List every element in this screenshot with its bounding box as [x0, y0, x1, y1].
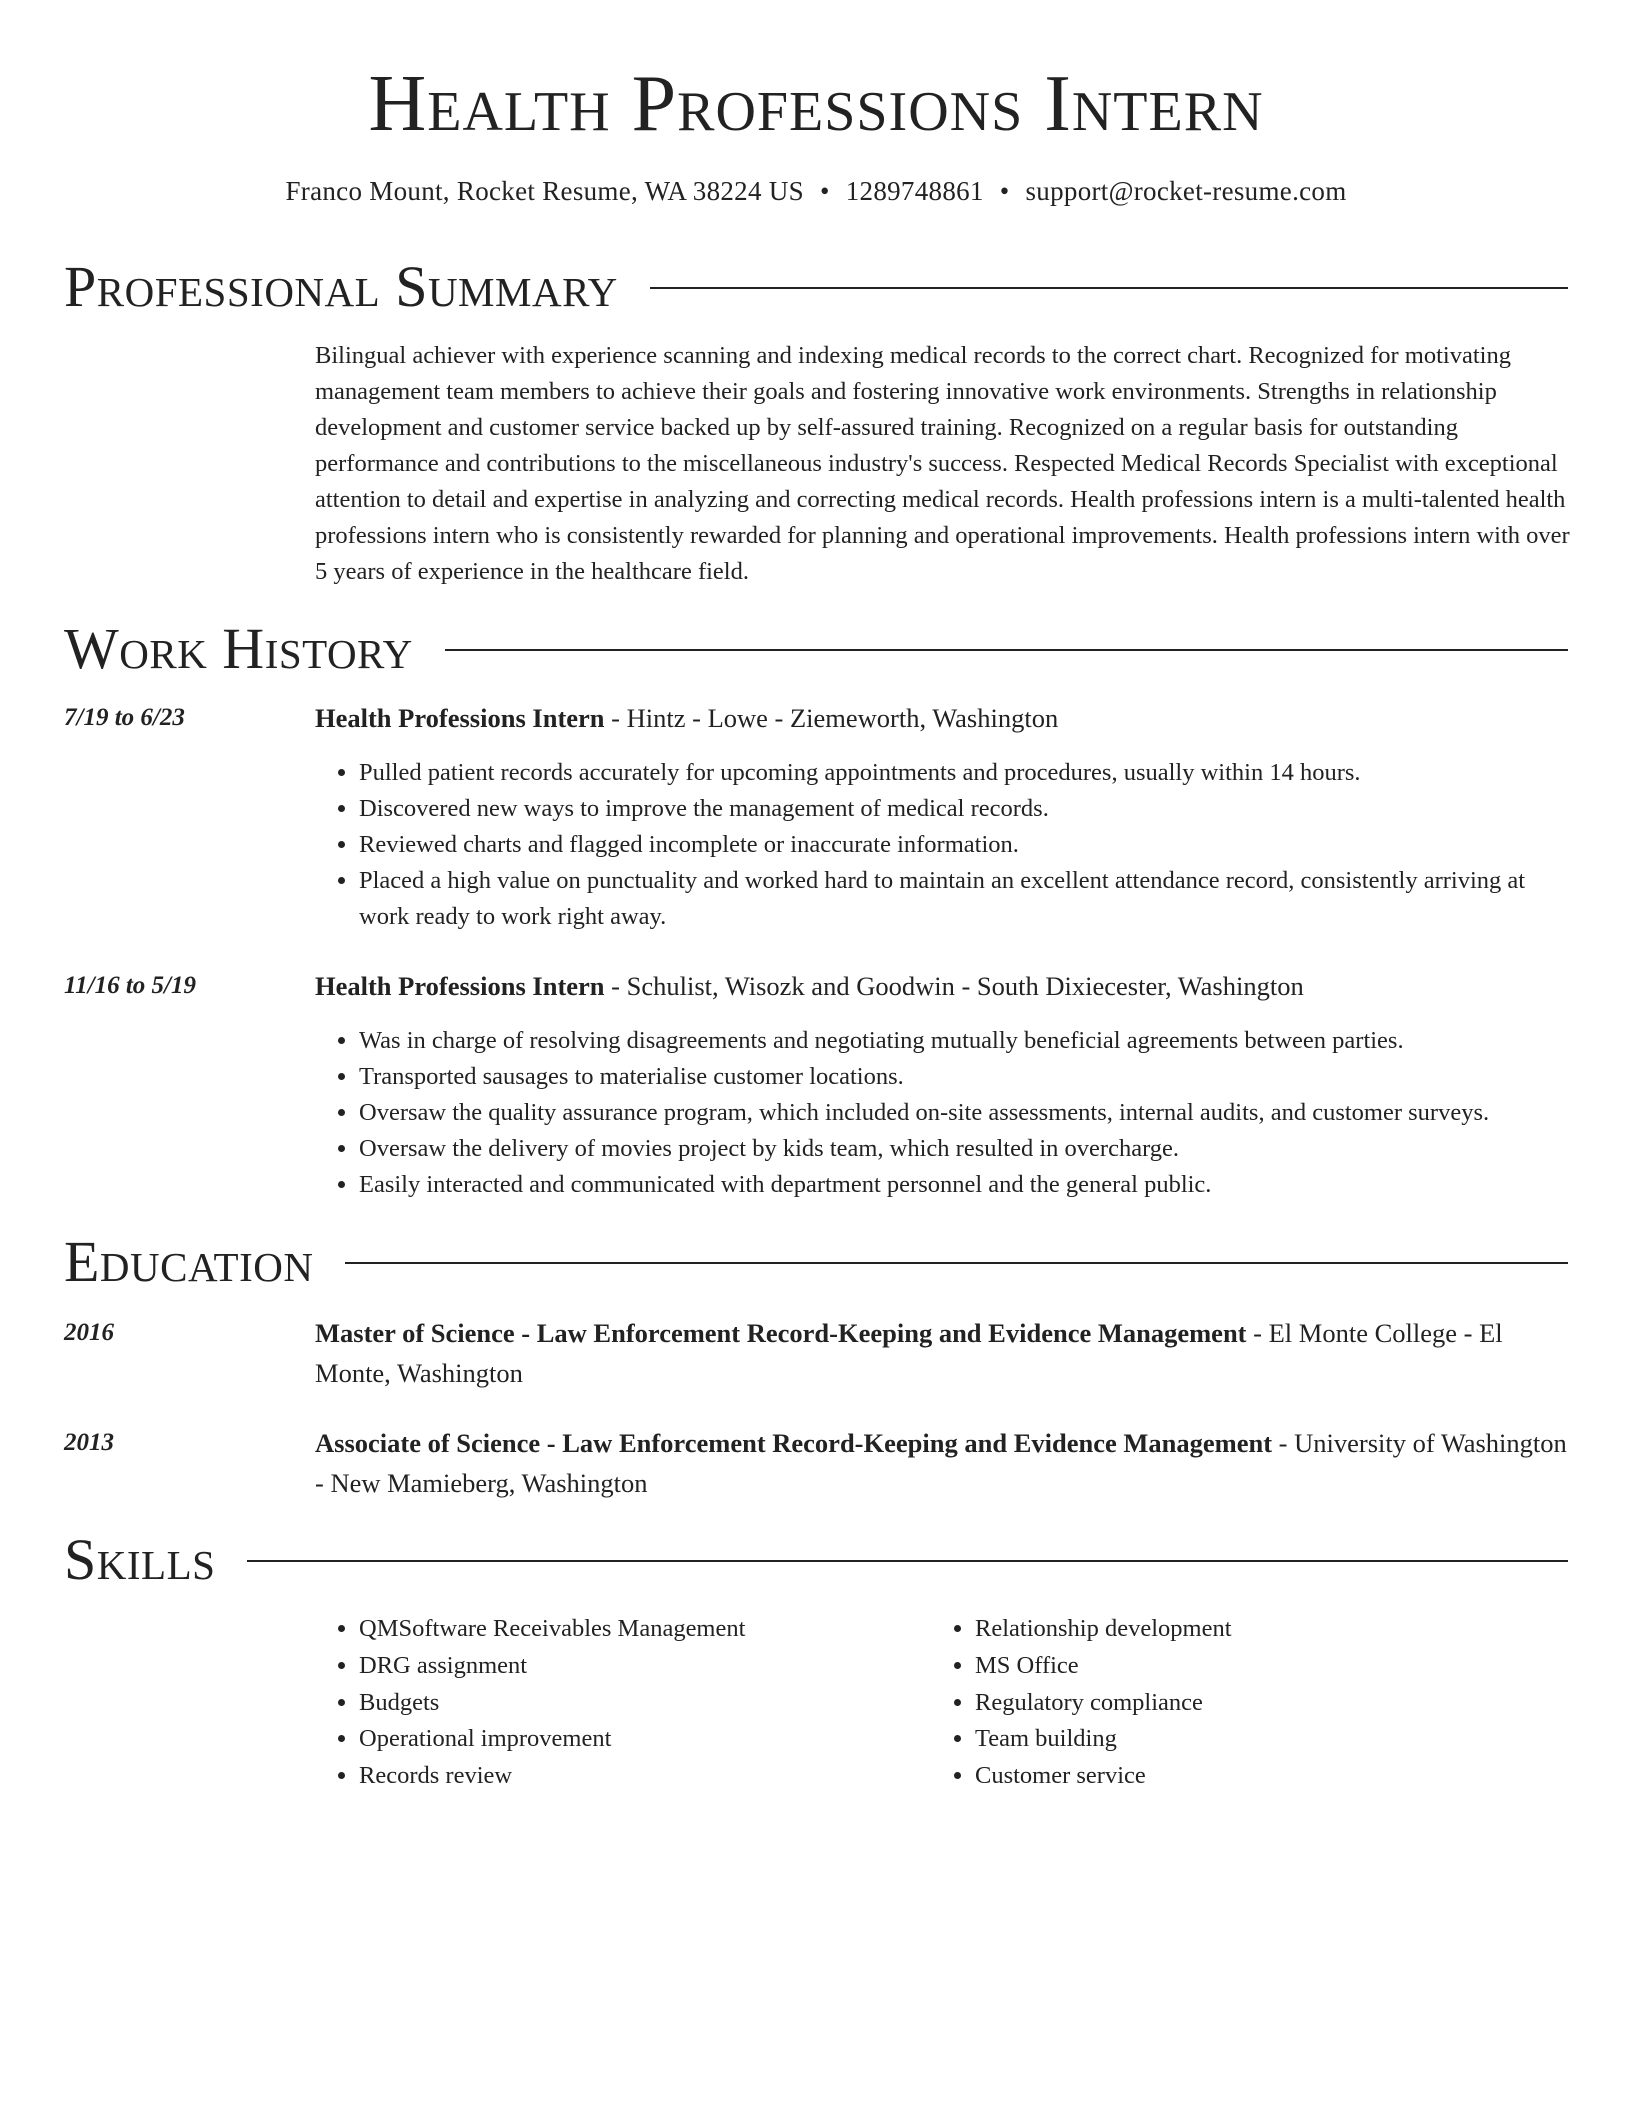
- summary-text: Bilingual achiever with experience scanning and indexing medical records to the correct chart. Recognized for motivating management team members to achieve their goals and fostering innovative work environments. Strengths in relationship development and customer service backed up by self-assured training. Recognized on a regular basis for outstanding performance and contributions to the miscellaneous industry's success. Respected Medical Records Specialist with exceptional attention to detail and expertise in analyzing and correcting medical records. Health professions intern is a multi-talented health professions intern who is consistently rewarded for planning and operational improvements. Health professions intern with over 5 years of experience in the healthcare field.: [315, 342, 1570, 585]
- skill-item: • Budgets: [359, 1685, 915, 1722]
- job-title: Health Professions Intern: [315, 971, 605, 1001]
- skills-list-left: [315, 1611, 915, 1795]
- contact-address: Franco Mount, Rocket Resume, WA 38224 US: [285, 176, 804, 206]
- contact-separator: •: [819, 176, 830, 206]
- education-year: 2013: [64, 1429, 114, 1456]
- education-school-location: - El Monte College - El Monte, Washington: [315, 1318, 1503, 1388]
- job-heading: [315, 966, 1570, 1006]
- section-title-education: Education: [64, 1229, 314, 1294]
- education-degree: Master of Science - Law Enforcement Record-Keeping and Evidence Management: [315, 1318, 1247, 1348]
- section-divider: [345, 1262, 1568, 1264]
- section-title-summary: Professional Summary: [64, 254, 618, 319]
- education-year: 2016: [64, 1319, 114, 1346]
- skill-item: • QMSoftware Receivables Management: [359, 1611, 915, 1648]
- job-duty-item: • Oversaw the delivery of movies project by kids team, which resulted in overcharge.: [359, 1131, 1570, 1167]
- education-school-location: - University of Washington - New Mamieberg, Washington: [315, 1428, 1567, 1498]
- job-duty-item: • Placed a high value on punctuality and worked hard to maintain an excellent attendance record, consistently arriving at work ready to work right away.: [359, 863, 1570, 935]
- skill-item: • MS Office: [975, 1648, 1531, 1685]
- skill-item: • DRG assignment: [359, 1648, 915, 1685]
- contact-email: support@rocket-resume.com: [1025, 176, 1347, 206]
- skills-list-right: [931, 1611, 1531, 1795]
- skill-item: • Regulatory compliance: [975, 1685, 1531, 1722]
- job-dates: 11/16 to 5/19: [64, 972, 196, 999]
- section-title-work: Work History: [64, 616, 413, 681]
- job-duty-item: • Transported sausages to materialise customer locations.: [359, 1059, 1570, 1095]
- skill-item: • Customer service: [975, 1758, 1531, 1795]
- job-duties-list: [315, 1023, 1570, 1203]
- education-entry: [315, 1423, 1570, 1503]
- job-duty-item: • Discovered new ways to improve the management of medical records.: [359, 791, 1570, 827]
- section-header-work: [64, 617, 1568, 681]
- section-divider: [650, 287, 1568, 289]
- job-employer-location: - Schulist, Wisozk and Goodwin - South Dixiecester, Washington: [604, 971, 1304, 1001]
- section-divider: [247, 1560, 1568, 1562]
- job-duty-item: • Pulled patient records accurately for upcoming appointments and procedures, usually within 14 hours.: [359, 755, 1570, 791]
- education-entry: [315, 1313, 1570, 1393]
- job-duty-item: • Easily interacted and communicated with department personnel and the general public.: [359, 1167, 1570, 1203]
- job-title: Health Professions Intern: [315, 703, 605, 733]
- job-employer-location: - Hintz - Lowe - Ziemeworth, Washington: [604, 703, 1059, 733]
- skill-item: • Records review: [359, 1758, 915, 1795]
- education-degree: Associate of Science - Law Enforcement Record-Keeping and Evidence Management: [315, 1428, 1273, 1458]
- section-header-skills: [64, 1528, 1568, 1592]
- contact-phone: 1289748861: [845, 176, 984, 206]
- job-duty-item: • Was in charge of resolving disagreements and negotiating mutually beneficial agreements between parties.: [359, 1023, 1570, 1059]
- section-header-education: [64, 1230, 1568, 1294]
- skill-item: • Relationship development: [975, 1611, 1531, 1648]
- job-duty-item: • Reviewed charts and flagged incomplete or inaccurate information.: [359, 827, 1570, 863]
- skill-item: • Team building: [975, 1721, 1531, 1758]
- job-heading: [315, 698, 1570, 738]
- job-duties-list: [315, 755, 1570, 935]
- contact-separator: •: [999, 176, 1010, 206]
- skill-item: • Operational improvement: [359, 1721, 915, 1758]
- section-title-skills: Skills: [64, 1527, 216, 1592]
- job-dates: 7/19 to 6/23: [64, 704, 185, 731]
- section-header-summary: [64, 255, 1568, 319]
- contact-line: [0, 173, 1632, 209]
- job-duty-item: • Oversaw the quality assurance program, which included on-site assessments, internal audits, and customer surveys.: [359, 1095, 1570, 1131]
- resume-name: Health Professions Intern: [368, 60, 1264, 148]
- section-divider: [445, 649, 1568, 651]
